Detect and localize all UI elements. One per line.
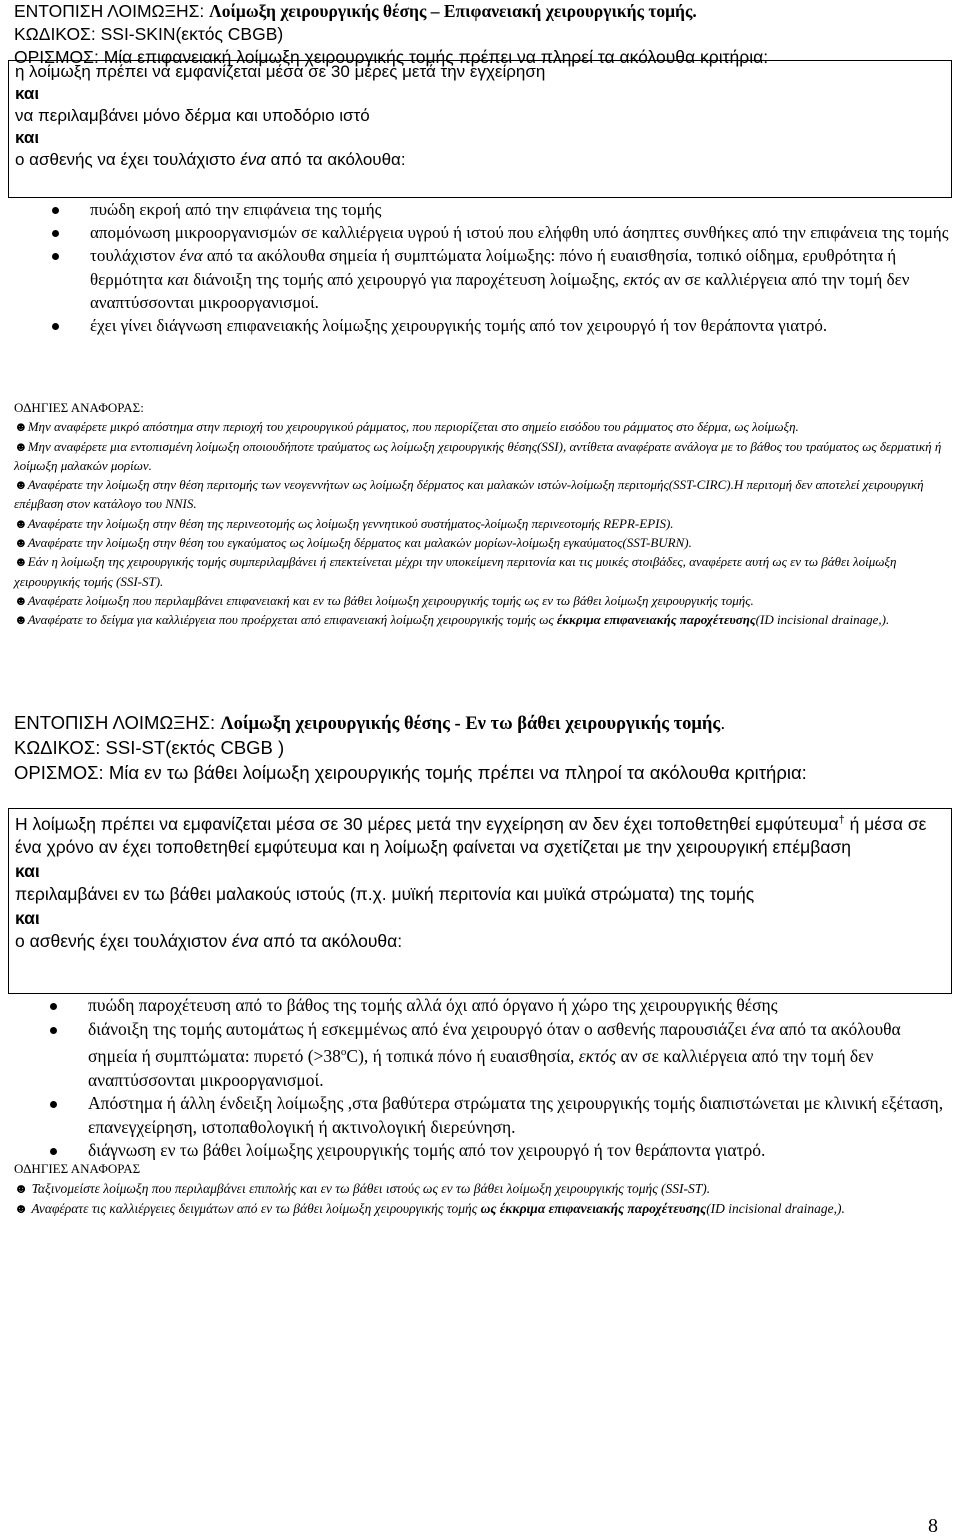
text: από τα ακόλουθα: xyxy=(265,150,406,169)
heading-prefix: ΕΝΤΟΠΙΣΗ ΛΟΙΜΩΞΗΣ: xyxy=(14,1,205,21)
heading-bold: Λοίμωξη χειρουργικής θέσης – Επιφανειακή χειρουργικής τομής. xyxy=(209,1,697,21)
emphasis: εκτός xyxy=(623,269,660,289)
and-label: και xyxy=(15,128,40,147)
note-text: Αναφέρατε την λοίμωξη στην θέση περιτομής των νεογεννήτων ως λοίμωξη δέρματος και μαλακών ιστών-λοίμωξη περιτομής(SST-CIRC).Η περιτομή δεν αποτελεί χειρουργική επέμβαση στον κατάλογο του NNIS. xyxy=(14,477,924,512)
note xyxy=(14,475,950,514)
bullet-item xyxy=(50,244,950,314)
criteria-tissue: περιλαμβάνει εν τω βάθει μαλακούς ιστούς (π.χ. μυϊκή περιτονία και μυϊκά στρώματα) της τομής xyxy=(15,884,755,905)
text: αν σε καλλιέργεια από την τομή δεν αναπτύσσονται μικροοργανισμοί. xyxy=(88,1046,874,1090)
bullet-item xyxy=(50,314,950,337)
bullet-item xyxy=(50,221,950,244)
smiley-icon: ☻ xyxy=(14,554,28,570)
note-text: Εάν η λοίμωξη της χειρουργικής τομής συμπεριλαμβάνει ή επεκτείνεται μέχρι την υποκείμενη περιτονία και τις μυικές στοιβάδες, αναφέρετε αυτή ως εν τω βάθει λοίμωξη χειρουργικής τομής (SSI-ST). xyxy=(14,554,897,589)
section2-reporting-notes xyxy=(14,1159,950,1219)
heading-prefix: ΕΝΤΟΠΙΣΗ ΛΟΙΜΩΞΗΣ: xyxy=(14,712,216,733)
note-text: (ID incisional drainage,). xyxy=(755,612,890,628)
section2-bullets xyxy=(48,994,950,1163)
text: ο ασθενής να έχει τουλάχιστο xyxy=(15,150,241,169)
emphasis: ένα xyxy=(240,150,266,169)
text: διάνοιξη της τομής από χειρουργό για παροχέτευση λοίμωξης, xyxy=(188,269,624,289)
text: ο ασθενής έχει τουλάχιστον xyxy=(15,931,232,952)
note xyxy=(14,610,950,629)
bullet-text: Απόστημα ή άλλη ένδειξη λοίμωξης ,στα βαθύτερα στρώματα της χειρουργικής τομής διαπιστώνεται με κλινική εξέταση, επανεγχείρηση, ιστοπαθολογική ή ακτινολογική διερεύνηση. xyxy=(88,1093,944,1137)
smiley-icon: ☻ xyxy=(14,1201,29,1216)
note xyxy=(14,417,950,436)
note xyxy=(14,552,950,591)
section-superficial-ssi xyxy=(14,0,950,69)
note-bold: ως έκκριμα επιφανειακής παροχέτευσης xyxy=(480,1201,707,1216)
section1-code: ΚΩΔΙΚΟΣ: SSI-SKIN(εκτός CBGB) xyxy=(14,24,284,44)
text: από τα ακόλουθα: xyxy=(258,931,403,952)
smiley-icon: ☻ xyxy=(14,515,28,531)
section1-heading xyxy=(14,0,950,23)
bullet-text: πυώδη εκροή από την επιφάνεια της τομής xyxy=(90,200,382,219)
text: από τα ακόλουθα σημεία ή συμπτώματα: πυρετό (>38 xyxy=(88,1018,901,1067)
section1-bullets xyxy=(50,198,950,337)
degree-mark: ο xyxy=(340,1046,347,1059)
bullet-item xyxy=(48,1018,950,1093)
note-text: Αναφέρατε τις καλλιέργειες δειγμάτων από εν τω βάθει λοίμωξη χειρουργικής τομής xyxy=(31,1201,481,1216)
text: Η λοίμωξη πρέπει να εμφανίζεται μέσα σε 30 μέρες μετά την εγχείρηση αν δεν έχει τοποθετηθεί εμφύτευμα xyxy=(15,813,839,834)
note-text: Αναφέρατε λοίμωξη που περιλαμβάνει επιφανειακή και εν τω βάθει λοίμωξη χειρουργικής τομής ως εν τω βάθει λοίμωξη χειρουργικής τομής. xyxy=(27,592,754,608)
section2-code: ΚΩΔΙΚΟΣ: SSI-ST(εκτός CBGB ) xyxy=(14,737,285,759)
smiley-icon: ☻ xyxy=(14,477,28,493)
note-text: (ID incisional drainage,). xyxy=(706,1201,845,1216)
bullet-item xyxy=(50,198,950,221)
and-label: και xyxy=(15,907,40,928)
section-deep-ssi xyxy=(14,711,950,785)
page-number: 8 xyxy=(928,1515,938,1537)
note-text: Αναφέρατε την λοίμωξη στην θέση της περινεοτομής ως λοίμωξη γεννητικού συστήματος-λοίμωξη περινεοτομής REPR-EPIS). xyxy=(27,515,674,531)
bullet-item xyxy=(48,994,950,1018)
bullet-text: πυώδη παροχέτευση από το βάθος της τομής αλλά όχι από όργανο ή χώρο της χειρουργικής θέσης xyxy=(88,995,778,1015)
dagger-mark: † xyxy=(838,814,845,826)
bullet-text: έχει γίνει διάγνωση επιφανειακής λοίμωξης χειρουργικής τομής από τον χειρουργό ή τον θεράποντα γιατρό. xyxy=(90,316,828,336)
and-label: και xyxy=(15,84,40,103)
bullet-text: διάγνωση εν τω βάθει λοίμωξης χειρουργικής τομής από τον χειρουργό ή τον θεράποντα γιατρό. xyxy=(88,1140,766,1161)
emphasis: ένα xyxy=(750,1018,775,1039)
text: αν σε καλλιέργεια από την τομή δεν αναπτύσσονται μικροοργανισμοί. xyxy=(90,269,910,312)
smiley-icon: ☻ xyxy=(14,438,28,454)
note-text: Αναφέρατε το δείγμα για καλλιέργεια που προέρχεται από επιφανειακή λοίμωξη χειρουργικής τομής ως xyxy=(27,612,557,628)
bullet-item xyxy=(48,1092,950,1139)
notes-header: ΟΔΗΓΙΕΣ ΑΝΑΦΟΡΑΣ xyxy=(14,1161,141,1176)
text: διάνοιξη της τομής αυτομάτως ή εσκεμμένως από ένα χειρουργό όταν ο ασθενής παρουσιάζει xyxy=(88,1018,751,1039)
note-bold: έκκριμα επιφανειακής παροχέτευσης xyxy=(556,612,756,628)
section1-reporting-notes xyxy=(14,398,950,630)
section2-heading xyxy=(14,711,950,736)
note xyxy=(14,514,950,533)
and-label: και xyxy=(15,860,40,881)
heading-end: . xyxy=(720,712,726,733)
criteria-patient xyxy=(15,149,951,171)
bullet-text: απομόνωση μικροοργανισμών σε καλλιέργεια υγρού ή ιστού που ελήφθη υπό άσηπτες συνθήκες από την επιφάνεια της τομής xyxy=(90,223,949,243)
criteria-time: η λοίμωξη πρέπει να εμφανίζεται μέσα σε 30 μέρες μετά την εγχείρηση xyxy=(15,62,546,81)
section2-criteria-box xyxy=(8,808,952,994)
text: C), ή τοπικά πόνο ή ευαισθησία, xyxy=(346,1046,579,1067)
text: ή μέσα σε ένα χρόνο αν έχει τοποθετηθεί εμφύτευμα και η λοίμωξη φαίνεται να σχετίζεται με την χειρουργική επέμβαση xyxy=(15,813,927,858)
smiley-icon: ☻ xyxy=(14,612,28,628)
criteria-time xyxy=(15,809,951,860)
note-text: Μην αναφέρετε μια εντοπισμένη λοίμωξη οποιουδήποτε τραύματος ως λοίμωξη χειρουργικής θέσης(SSI), αντίθετα αναφέρατε ανάλογα με το βάθος του τραύματος ως δερματική ή λοίμωξη μαλακών μορίων. xyxy=(14,438,942,473)
text: τουλάχιστον xyxy=(90,246,180,266)
emphasis: εκτός xyxy=(578,1046,617,1067)
smiley-icon: ☻ xyxy=(14,592,28,608)
emphasis: ένα xyxy=(231,931,259,952)
note xyxy=(14,437,950,476)
note xyxy=(14,533,950,552)
criteria-patient xyxy=(15,930,951,954)
section1-definition: ΟΡΙΣΜΟΣ: Μία επιφανειακή λοίμωξη χειρουργικής τομής πρέπει να πληρεί τα ακόλουθα κριτήρια: xyxy=(14,47,769,67)
note xyxy=(14,1179,950,1199)
criteria-tissue: να περιλαμβάνει μόνο δέρμα και υποδόριο ιστό xyxy=(15,106,370,125)
note-text: Μην αναφέρετε μικρό απόστημα στην περιοχή του χειρουργικού ράμματος, που περιορίζεται στο σημείο εισόδου του ράμματος στο δέρμα, ως λοίμωξη. xyxy=(27,419,799,435)
emphasis: και xyxy=(167,269,189,289)
smiley-icon: ☻ xyxy=(14,419,28,435)
note xyxy=(14,591,950,610)
section1-criteria-box xyxy=(8,60,952,198)
emphasis: ένα xyxy=(179,246,203,266)
note-text: Αναφέρατε την λοίμωξη στην θέση του εγκαύματος ως λοίμωξη δέρματος και μαλακών μορίων-λοίμωξη εγκαύματος(SST-BURN). xyxy=(27,535,692,551)
smiley-icon: ☻ xyxy=(14,1181,29,1196)
section2-definition: ΟΡΙΣΜΟΣ: Μία εν τω βάθει λοίμωξη χειρουργικής τομής πρέπει να πληροί τα ακόλουθα κριτήρια: xyxy=(14,761,807,783)
text: από τα ακόλουθα σημεία ή συμπτώματα λοίμωξης: πόνο ή ευαισθησία, τοπικό οίδημα, ερυθρότητα ή θερμότητα xyxy=(90,246,897,289)
notes-header: ΟΔΗΓΙΕΣ ΑΝΑΦΟΡΑΣ: xyxy=(14,400,144,415)
note-text: Ταξινομείστε λοίμωξη που περιλαμβάνει επιπολής και εν τω βάθει ιστούς ως εν τω βάθει λοίμωξη χειρουργικής τομής (SSI-ST). xyxy=(31,1181,711,1196)
heading-bold: Λοίμωξη χειρουργικής θέσης - Εν τω βάθει χειρουργικής τομής xyxy=(220,714,721,734)
note xyxy=(14,1199,950,1219)
smiley-icon: ☻ xyxy=(14,535,28,551)
